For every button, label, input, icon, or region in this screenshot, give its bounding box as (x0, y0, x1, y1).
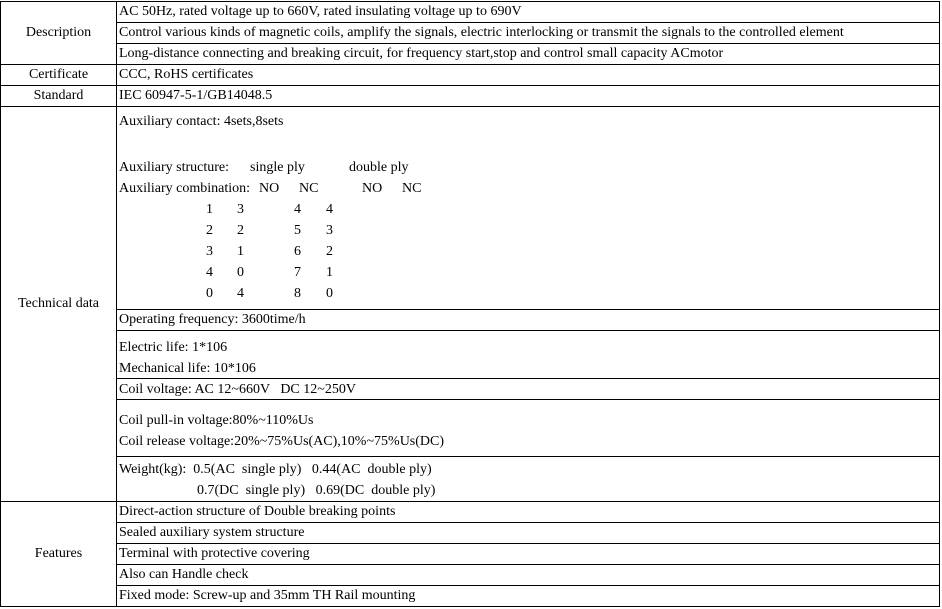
column-divider (939, 1, 940, 607)
combination-cell: 6 (294, 244, 301, 259)
combination-cell: 4 (294, 202, 301, 217)
row-divider (0, 106, 940, 107)
label-description: Description (25, 25, 92, 40)
weight-line: Weight(kg): 0.5(AC single ply) 0.44(AC double ply) (119, 462, 432, 477)
auxiliary-structure-label: Auxiliary structure: (119, 160, 230, 175)
feature-item: Also can Handle check (119, 567, 249, 582)
row-divider (116, 543, 940, 544)
combination-cell: 4 (237, 286, 244, 301)
row-divider (116, 378, 940, 379)
feature-item: Fixed mode: Screw-up and 35mm TH Rail mounting (119, 588, 416, 603)
description-line: Long-distance connecting and breaking circuit, for frequency start,stop and control small capacity ACmotor (119, 46, 724, 61)
combination-cell: 0 (326, 286, 333, 301)
single-nc-header: NC (299, 181, 319, 196)
combination-cell: 4 (326, 202, 333, 217)
label-standard: Standard (33, 88, 84, 103)
row-divider (0, 606, 940, 607)
description-line: AC 50Hz, rated voltage up to 660V, rated insulating voltage up to 690V (119, 4, 522, 19)
feature-item: Sealed auxiliary system structure (119, 525, 305, 540)
combination-cell: 5 (294, 223, 301, 238)
combination-cell: 2 (206, 223, 213, 238)
row-divider (116, 309, 940, 310)
label-technical-data: Technical data (17, 296, 100, 311)
mechanical-life: Mechanical life: 10*106 (119, 361, 256, 376)
row-divider (116, 585, 940, 586)
column-divider (116, 1, 117, 607)
single-no-header: NO (259, 181, 280, 196)
feature-item: Direct-action structure of Double breaking points (119, 504, 396, 519)
operating-frequency: Operating frequency: 3600time/h (119, 312, 306, 327)
combination-cell: 4 (206, 265, 213, 280)
coil-pull-in-voltage: Coil pull-in voltage:80%~110%Us (119, 413, 314, 428)
weight-line: 0.7(DC single ply) 0.69(DC double ply) (197, 483, 436, 498)
auxiliary-contact: Auxiliary contact: 4sets,8sets (119, 114, 284, 129)
row-divider (116, 330, 940, 331)
combination-cell: 1 (206, 202, 213, 217)
electric-life: Electric life: 1*106 (119, 340, 228, 355)
combination-cell: 3 (326, 223, 333, 238)
row-divider (116, 456, 940, 457)
double-ply-label: double ply (349, 160, 409, 175)
row-divider (0, 64, 940, 65)
label-features: Features (34, 546, 83, 561)
double-nc-header: NC (402, 181, 422, 196)
row-divider (0, 501, 940, 502)
feature-item: Terminal with protective covering (119, 546, 310, 561)
combination-cell: 3 (206, 244, 213, 259)
combination-cell: 7 (294, 265, 301, 280)
combination-cell: 8 (294, 286, 301, 301)
combination-cell: 2 (326, 244, 333, 259)
single-ply-label: single ply (250, 160, 305, 175)
description-line: Control various kinds of magnetic coils, amplify the signals, electric interlocking or transmit the signals to the controlled element (119, 25, 844, 40)
double-no-header: NO (362, 181, 383, 196)
combination-cell: 0 (237, 265, 244, 280)
certificate-value: CCC, RoHS certificates (119, 67, 254, 82)
label-certificate: Certificate (28, 67, 89, 82)
combination-cell: 3 (237, 202, 244, 217)
row-divider (116, 43, 940, 44)
row-divider (0, 85, 940, 86)
combination-cell: 2 (237, 223, 244, 238)
row-divider (116, 522, 940, 523)
standard-value: IEC 60947-5-1/GB14048.5 (119, 88, 273, 103)
coil-release-voltage: Coil release voltage:20%~75%Us(AC),10%~75%Us(DC) (119, 434, 445, 449)
coil-voltage: Coil voltage: AC 12~660V DC 12~250V (119, 382, 356, 397)
combination-cell: 0 (206, 286, 213, 301)
row-divider (116, 399, 940, 400)
row-divider (116, 564, 940, 565)
combination-cell: 1 (237, 244, 244, 259)
row-divider (0, 1, 940, 2)
auxiliary-combination-label: Auxiliary combination: (119, 181, 251, 196)
row-divider (116, 22, 940, 23)
combination-cell: 1 (326, 265, 333, 280)
